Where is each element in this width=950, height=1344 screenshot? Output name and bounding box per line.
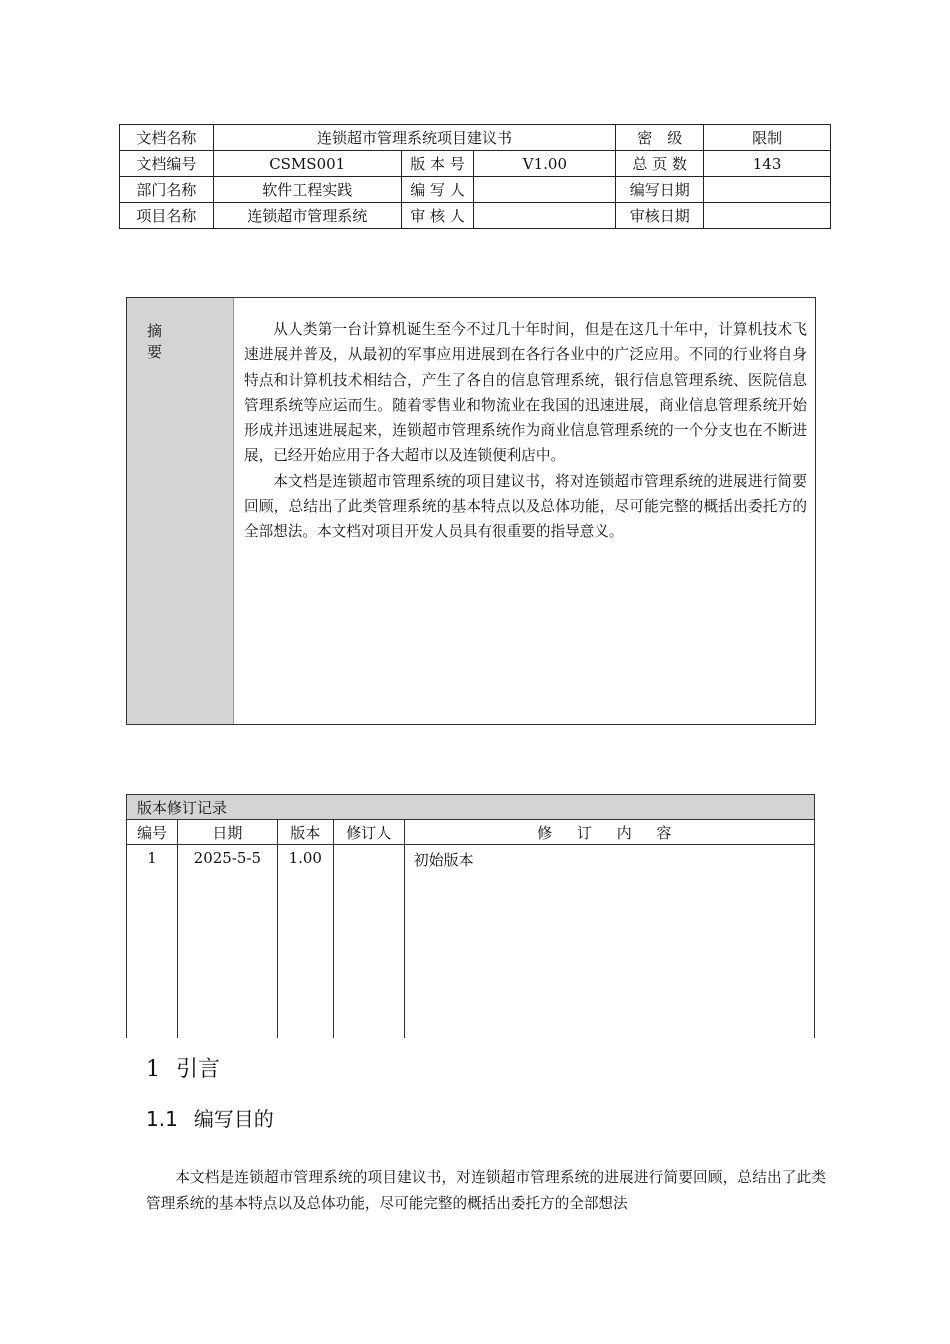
total-pages-label: 总 页 数 <box>616 151 704 177</box>
project-label: 项目名称 <box>120 203 214 229</box>
section-number: 1.1 <box>146 1107 178 1131</box>
secret-level-value: 限制 <box>704 125 831 151</box>
header-version: 版本 <box>277 820 333 845</box>
info-row-doc-name <box>120 125 831 151</box>
author-label: 编 写 人 <box>401 177 474 203</box>
revision-version: 1.00 <box>277 845 333 1039</box>
dept-value: 软件工程实践 <box>213 177 401 203</box>
section-title: 引言 <box>176 1057 221 1082</box>
section-1-1-paragraph: 本文档是连锁超市管理系统的项目建议书，对连锁超市管理系统的进展进行简要回顾，总结出了此类管理系统的基本特点以及总体功能，尽可能完整的概括出委托方的全部想法 <box>146 1169 826 1212</box>
project-value: 连锁超市管理系统 <box>213 203 401 229</box>
reviewer-value <box>474 203 616 229</box>
write-date-value <box>704 177 831 203</box>
revision-table <box>126 794 815 1038</box>
table-row <box>127 845 815 1039</box>
info-row-doc-no <box>120 151 831 177</box>
revision-title: 版本修订记录 <box>127 795 815 820</box>
abstract-paragraph: 从人类第一台计算机诞生至今不过几十年时间，但是在这几十年中，计算机技术飞速进展并普及，从最初的军事应用进展到在各行各业中的广泛应用。不同的行业将自身特点和计算机技术相结合，产生了各自的信息管理系统，银行信息管理系统、医院信息管理系统等应运而生。随着零售业和物流业在我国的迅速进展，商业信息管理系统开始形成并迅速进展起来，连锁超市管理系统作为商业信息管理系统的一个分支也在不断进展，已经开始应用于各大超市以及连锁便利店中。 <box>244 321 807 465</box>
info-row-dept <box>120 177 831 203</box>
section-title: 编写目的 <box>193 1107 274 1131</box>
revision-header-row <box>127 820 815 845</box>
doc-no-label: 文档编号 <box>120 151 214 177</box>
review-date-label: 审核日期 <box>616 203 704 229</box>
header-content: 修 订 内 容 <box>404 820 814 845</box>
revision-history <box>126 794 815 1038</box>
section-1-1-heading <box>146 1103 274 1132</box>
abstract-paragraph: 本文档是连锁超市管理系统的项目建议书，将对连锁超市管理系统的进展进行简要回顾，总结出了此类管理系统的基本特点以及总体功能，尽可能完整的概括出委托方的全部想法。本文档对项目开发人员具有很重要的指导意义。 <box>244 472 807 541</box>
revision-content: 初始版本 <box>404 845 814 1039</box>
reviewer-label: 审 核 人 <box>401 203 474 229</box>
document-info-table <box>119 124 831 229</box>
review-date-value <box>704 203 831 229</box>
info-row-project <box>120 203 831 229</box>
header-date: 日期 <box>177 820 277 845</box>
section-1-heading <box>146 1052 220 1083</box>
abstract-body <box>234 298 815 724</box>
write-date-label: 编写日期 <box>616 177 704 203</box>
total-pages-value: 143 <box>704 151 831 177</box>
header-no: 编号 <box>127 820 178 845</box>
revision-title-row <box>127 795 815 820</box>
version-value: V1.00 <box>474 151 616 177</box>
author-value <box>474 177 616 203</box>
abstract-label: 摘要 <box>147 322 193 361</box>
header-reviser: 修订人 <box>333 820 404 845</box>
doc-no-value: CSMS001 <box>213 151 401 177</box>
abstract-box <box>126 297 816 725</box>
doc-name-value: 连锁超市管理系统项目建议书 <box>213 125 615 151</box>
revision-date: 2025-5-5 <box>177 845 277 1039</box>
doc-name-label: 文档名称 <box>120 125 214 151</box>
section-number: 1 <box>146 1057 160 1082</box>
version-label: 版 本 号 <box>401 151 474 177</box>
secret-level-label: 密 级 <box>616 125 704 151</box>
revision-no: 1 <box>127 845 178 1039</box>
revision-reviser <box>333 845 404 1039</box>
dept-label: 部门名称 <box>120 177 214 203</box>
abstract-label-column <box>127 298 234 724</box>
